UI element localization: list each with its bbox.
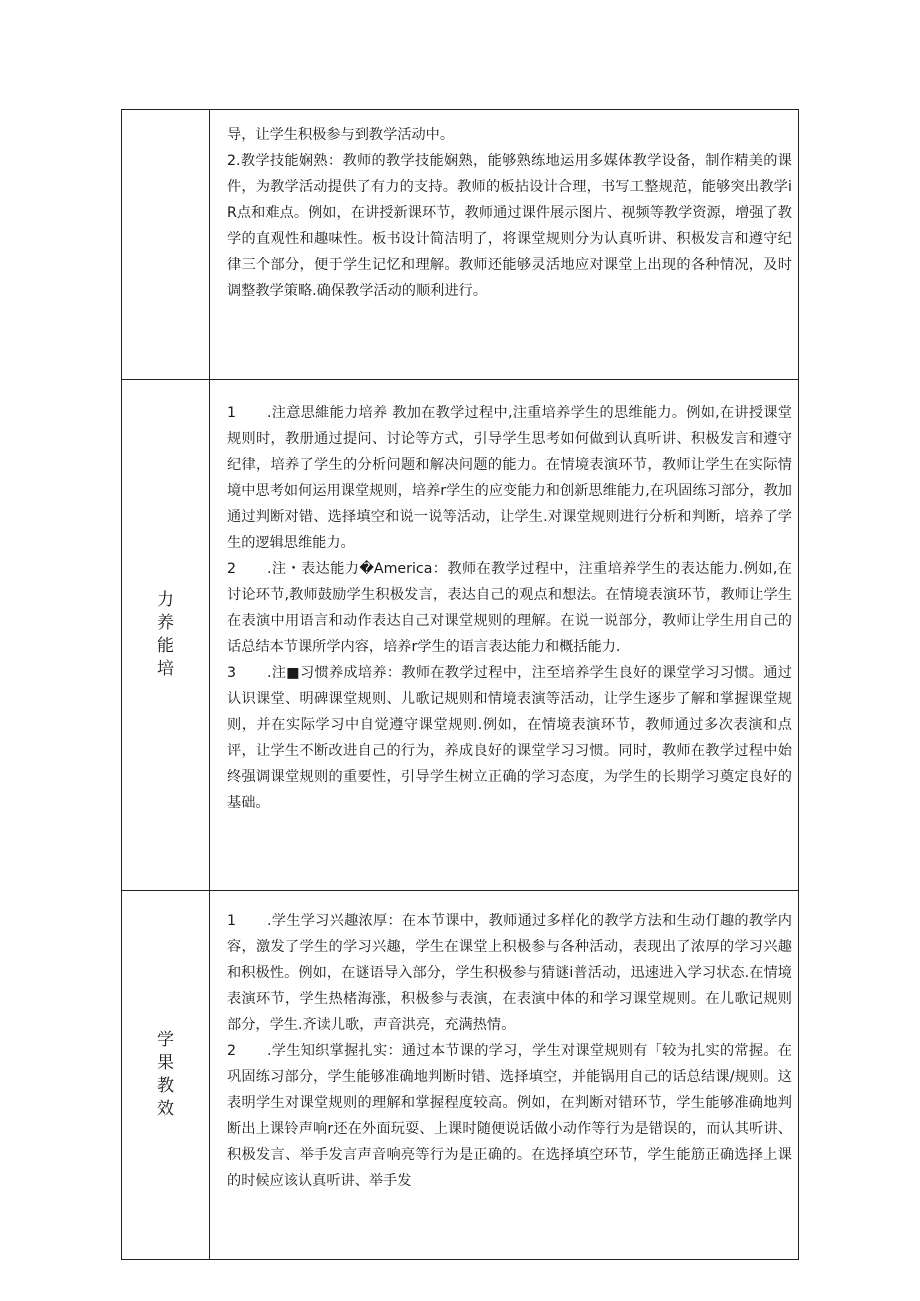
numbered-item [227, 400, 792, 556]
table-row [122, 380, 799, 891]
paragraph: 导，让学生积极参与到教学活动中。 [227, 127, 455, 143]
item-number: 2 [227, 1043, 237, 1059]
item-text: .注意思維能力培养 教加在教学过程中,注重培养学生的思维能力。例如,在讲授课堂规则时，教册通过提问、讨论等方式，引导学生思考如何做到认真听讲、积极发言和遵守纪律，培养了学生的分析问题和解决问题的能力。在情境表演环节，教师让学生在实际情境中思考如何运用课堂规则，培养r学生的应变能力和创新思维能力,在巩固练习部分，教加通过判断对错、选择填空和说一说等活动，让学生.对课堂规则进行分析和判断，培养了学生的逻辑思维能力。 [227, 405, 792, 551]
item-text: .学生知织掌握扎实：通过本节课的学习，学生对课堂规则有「较为扎实的常握。在巩固练习部分，学生能够准确地判断时错、选择填空，并能锅用自己的话总结课/规则。这表明学生对课堂规则的理解和掌握程度较高。例如，在判断对错环节，学生能够准确地判断出上课铃声响r还在外面玩耍、上课时随便说话做小动作等行为是错误的，而认其听讲、积极发言、举手发言声音响亮等行为是正确的。在选择填空环节，学生能筋正确选择上课的时候应该认真听讲、举手发 [227, 1043, 792, 1189]
item-number: 2 [227, 561, 237, 577]
evaluation-table [121, 109, 799, 1260]
numbered-item [227, 1038, 792, 1194]
table-row [122, 110, 799, 380]
row-content-cell [210, 380, 799, 891]
row-content-cell [210, 110, 799, 380]
item-number: 1 [227, 405, 237, 421]
numbered-item [227, 556, 792, 660]
row-label-cell [122, 380, 210, 891]
item-text: .注・表达能力�America：教师在教学过程中，注重培养学生的表达能力.例如,在讨论环节,教师鼓励学生积极发言，表达自己的观点和想法。在情境表演环节，教师让学生在表演中用语言和动作表达自己对课堂规则的理解。在说一说部分，教师让学生用自己的话总结本节课所学内容，培养r学生的语言表达能力和概括能力. [227, 561, 792, 655]
paragraph: 2.教学技能娴熟：教师的教学技能娴熟，能够熟练地运用多媒体教学设备，制作精美的课件，为教学活动提供了有力的支持。教师的板拈设计合理，书写工整规范，能够突出教学iR点和难点。例如，在讲授新课环节，教师通过课件展示图片、视频等教学资源，增强了教学的直观性和趣味性。板书设计简洁明了，将课堂规则分为认真听讲、积极发言和遵守纪律三个部分，便于学生记忆和理解。教师还能够灵活地应对课堂上出现的各种情况，及时调整教学策略.确保教学活动的顺利进行。 [227, 153, 792, 299]
item-text: .注■习惯养成培养：教师在教学过程中，注至培养学生良好的课堂学习习惯。通过认识课堂、明碑课堂规则、儿歌记规则和情境表演等活动，让学生逐步了解和掌握课堂规则，并在实际学习中自觉遵守课堂规则.例如，在情境表演环节，教师通过多次表演和点评，让学生不断改进自己的行为，养成良好的课堂学习习惯。同时，教师在教学过程中始终强调课堂规则的重要性，引导学生树立正确的学习态度，为学生的长期学习奠定良好的基础。 [227, 665, 792, 811]
item-text: .学生学习兴趣浓厚：在本节课中，教师通过多样化的教学方法和生动仃趣的教学内容，激发了学生的学习兴趣，学生在课堂上积极参与各种活动，表现出了浓厚的学习兴趣和积极性。例如，在谜语导入部分，学生积极参与猜谜i普活动，迅速进入学习状态.在情境表演环节，学生热楮海涨，积极参与表演，在表演中体的和学习课堂规则。在儿歌记规则部分，学生.齐读儿歌，声音洪亮，充满热情。 [227, 913, 792, 1033]
row-label: 力养能培 [157, 590, 174, 679]
row-label: 学果教效 [157, 1030, 174, 1119]
numbered-item [227, 908, 792, 1038]
table-row [122, 891, 799, 1260]
item-number: 3 [227, 665, 237, 681]
numbered-item [227, 660, 792, 816]
row-content-cell [210, 891, 799, 1260]
row-label-cell [122, 891, 210, 1260]
item-number: 1 [227, 913, 237, 929]
row-label-cell [122, 110, 210, 380]
